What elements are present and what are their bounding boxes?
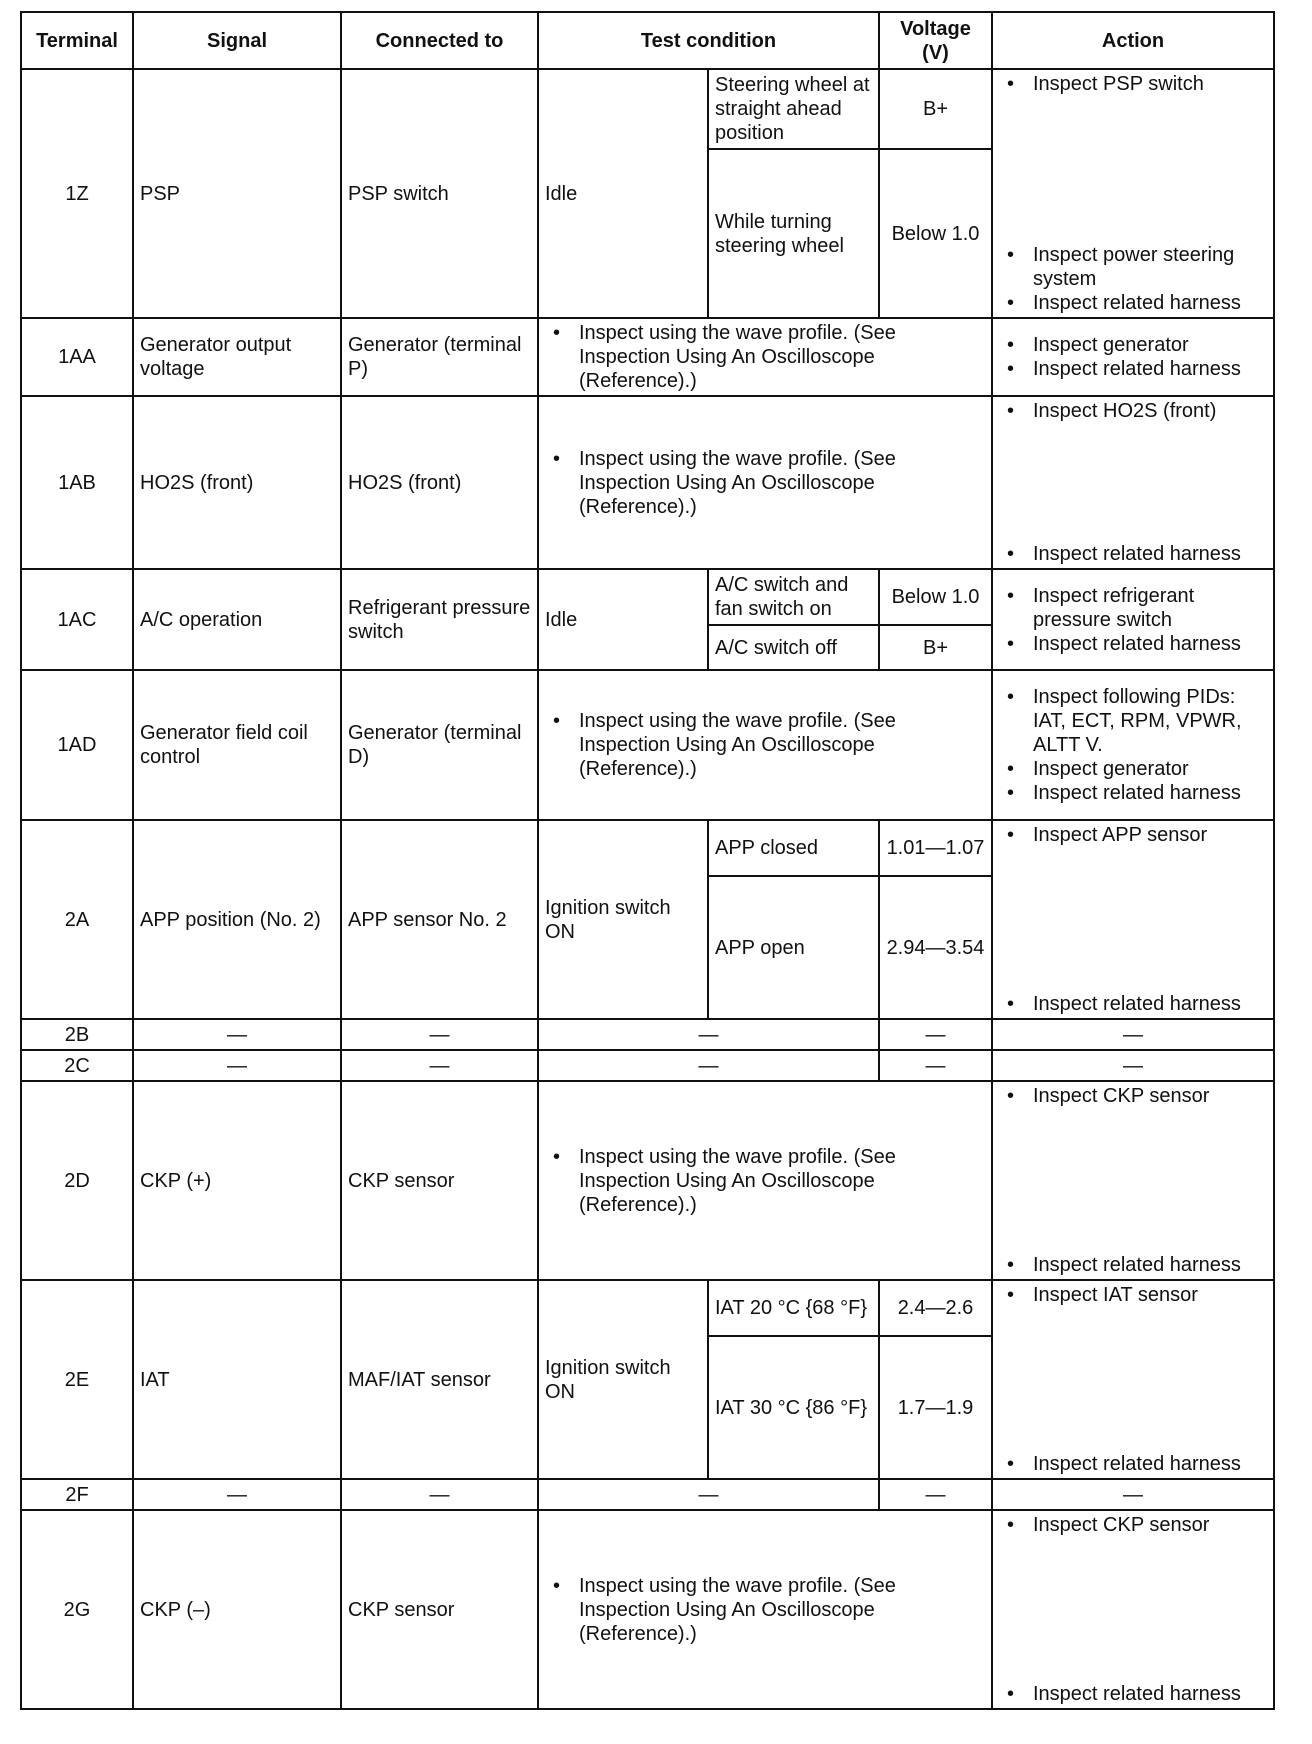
empty-cell: — <box>133 1479 341 1510</box>
action-cell <box>992 820 1274 1019</box>
table-row <box>21 1510 1274 1709</box>
voltage-cell: B+ <box>879 69 992 149</box>
sub-condition-cell: A/C switch off <box>708 625 879 670</box>
connected-cell: Generator (terminal D) <box>341 670 538 820</box>
action-item: • Inspect related harness <box>999 1253 1267 1277</box>
action-cell <box>992 318 1274 396</box>
test-item: • Inspect using the wave profile. (See Inspection Using An Oscilloscope (Reference).) <box>545 1145 985 1217</box>
table-row <box>21 396 1274 569</box>
action-item: • Inspect generator <box>999 757 1267 781</box>
action-item: • Inspect related harness <box>999 992 1267 1016</box>
action-item: • Inspect related harness <box>999 542 1267 566</box>
connected-cell: MAF/IAT sensor <box>341 1280 538 1479</box>
connected-cell: Refrigerant pressure switch <box>341 569 538 670</box>
connected-cell: APP sensor No. 2 <box>341 820 538 1019</box>
signal-cell: HO2S (front) <box>133 396 341 569</box>
terminal-cell: 1AA <box>21 318 133 396</box>
empty-cell: — <box>133 1019 341 1050</box>
table-row <box>21 1280 1274 1336</box>
empty-cell: — <box>538 1479 879 1510</box>
voltage-cell: B+ <box>879 625 992 670</box>
sub-condition-cell: APP closed <box>708 820 879 876</box>
test-condition-cell <box>538 318 992 396</box>
header-row <box>21 12 1274 69</box>
action-cell <box>992 569 1274 670</box>
sub-condition-cell: IAT 30 °C {86 °F} <box>708 1336 879 1479</box>
action-item: • Inspect APP sensor <box>999 823 1267 847</box>
terminal-cell: 2E <box>21 1280 133 1479</box>
header-signal: Signal <box>133 12 341 69</box>
empty-cell: — <box>538 1050 879 1081</box>
table-row <box>21 1081 1274 1280</box>
condition-cell: Idle <box>538 69 708 318</box>
action-item: • Inspect related harness <box>999 632 1267 656</box>
action-item: • Inspect CKP sensor <box>999 1084 1267 1108</box>
test-condition-cell <box>538 1081 992 1280</box>
action-cell <box>992 1081 1274 1280</box>
table-row <box>21 318 1274 396</box>
empty-cell: — <box>992 1479 1274 1510</box>
test-condition-cell <box>538 670 992 820</box>
table-row <box>21 69 1274 149</box>
condition-cell: Ignition switch ON <box>538 1280 708 1479</box>
signal-cell: APP position (No. 2) <box>133 820 341 1019</box>
signal-cell: A/C operation <box>133 569 341 670</box>
action-item: • Inspect related harness <box>999 1682 1267 1706</box>
empty-cell: — <box>538 1019 879 1050</box>
header-voltage: Voltage (V) <box>879 12 992 69</box>
action-item: • Inspect related harness <box>999 1452 1267 1476</box>
terminal-voltage-table <box>20 11 1275 1710</box>
empty-cell: — <box>879 1050 992 1081</box>
action-cell <box>992 1510 1274 1709</box>
test-item: • Inspect using the wave profile. (See Inspection Using An Oscilloscope (Reference).) <box>545 1574 985 1646</box>
connected-cell: PSP switch <box>341 69 538 318</box>
table-row <box>21 670 1274 820</box>
empty-cell: — <box>341 1050 538 1081</box>
empty-cell: — <box>879 1019 992 1050</box>
sub-condition-cell: While turning steering wheel <box>708 149 879 318</box>
action-item: • Inspect power steering system <box>999 243 1267 291</box>
sub-condition-cell: APP open <box>708 876 879 1019</box>
sub-condition-cell: IAT 20 °C {68 °F} <box>708 1280 879 1336</box>
test-condition-cell <box>538 1510 992 1709</box>
header-test-condition: Test condition <box>538 12 879 69</box>
action-cell <box>992 69 1274 318</box>
empty-cell: — <box>879 1479 992 1510</box>
connected-cell: CKP sensor <box>341 1510 538 1709</box>
action-item: • Inspect CKP sensor <box>999 1513 1267 1537</box>
empty-cell: — <box>341 1019 538 1050</box>
action-cell <box>992 1280 1274 1479</box>
connected-cell: Generator (terminal P) <box>341 318 538 396</box>
signal-cell: CKP (+) <box>133 1081 341 1280</box>
connected-cell: HO2S (front) <box>341 396 538 569</box>
condition-cell: Ignition switch ON <box>538 820 708 1019</box>
voltage-cell: Below 1.0 <box>879 569 992 625</box>
terminal-cell: 1AD <box>21 670 133 820</box>
voltage-cell: 2.94—3.54 <box>879 876 992 1019</box>
terminal-cell: 2D <box>21 1081 133 1280</box>
header-terminal: Terminal <box>21 12 133 69</box>
table-row <box>21 1019 1274 1050</box>
action-cell <box>992 396 1274 569</box>
test-condition-cell <box>538 396 992 569</box>
test-item: • Inspect using the wave profile. (See Inspection Using An Oscilloscope (Reference).) <box>545 321 985 393</box>
signal-cell: CKP (–) <box>133 1510 341 1709</box>
signal-cell: PSP <box>133 69 341 318</box>
empty-cell: — <box>992 1050 1274 1081</box>
action-item: • Inspect related harness <box>999 357 1267 381</box>
terminal-cell: 2C <box>21 1050 133 1081</box>
action-item: • Inspect related harness <box>999 291 1267 315</box>
empty-cell: — <box>133 1050 341 1081</box>
terminal-cell: 1Z <box>21 69 133 318</box>
voltage-cell: Below 1.0 <box>879 149 992 318</box>
sub-condition-cell: A/C switch and fan switch on <box>708 569 879 625</box>
test-item: • Inspect using the wave profile. (See Inspection Using An Oscilloscope (Reference).) <box>545 447 985 519</box>
header-connected-to: Connected to <box>341 12 538 69</box>
action-item: • Inspect PSP switch <box>999 72 1267 96</box>
voltage-cell: 2.4—2.6 <box>879 1280 992 1336</box>
terminal-cell: 1AB <box>21 396 133 569</box>
sub-condition-cell: Steering wheel at straight ahead position <box>708 69 879 149</box>
action-item: • Inspect IAT sensor <box>999 1283 1267 1307</box>
action-item: • Inspect generator <box>999 333 1267 357</box>
terminal-cell: 2F <box>21 1479 133 1510</box>
terminal-cell: 2G <box>21 1510 133 1709</box>
condition-cell: Idle <box>538 569 708 670</box>
voltage-cell: 1.7—1.9 <box>879 1336 992 1479</box>
action-item: • Inspect related harness <box>999 781 1267 805</box>
table-row <box>21 820 1274 876</box>
voltage-cell: 1.01—1.07 <box>879 820 992 876</box>
terminal-cell: 2B <box>21 1019 133 1050</box>
header-action: Action <box>992 12 1274 69</box>
action-item: • Inspect refrigerant pressure switch <box>999 584 1267 632</box>
action-item: • Inspect following PIDs: IAT, ECT, RPM, VPWR, ALTT V. <box>999 685 1267 757</box>
action-cell <box>992 670 1274 820</box>
action-item: • Inspect HO2S (front) <box>999 399 1267 423</box>
signal-cell: IAT <box>133 1280 341 1479</box>
terminal-cell: 1AC <box>21 569 133 670</box>
table-row <box>21 569 1274 625</box>
signal-cell: Generator output voltage <box>133 318 341 396</box>
table-row <box>21 1050 1274 1081</box>
terminal-cell: 2A <box>21 820 133 1019</box>
empty-cell: — <box>992 1019 1274 1050</box>
table-row <box>21 1479 1274 1510</box>
test-item: • Inspect using the wave profile. (See Inspection Using An Oscilloscope (Reference).) <box>545 709 985 781</box>
signal-cell: Generator field coil control <box>133 670 341 820</box>
connected-cell: CKP sensor <box>341 1081 538 1280</box>
empty-cell: — <box>341 1479 538 1510</box>
